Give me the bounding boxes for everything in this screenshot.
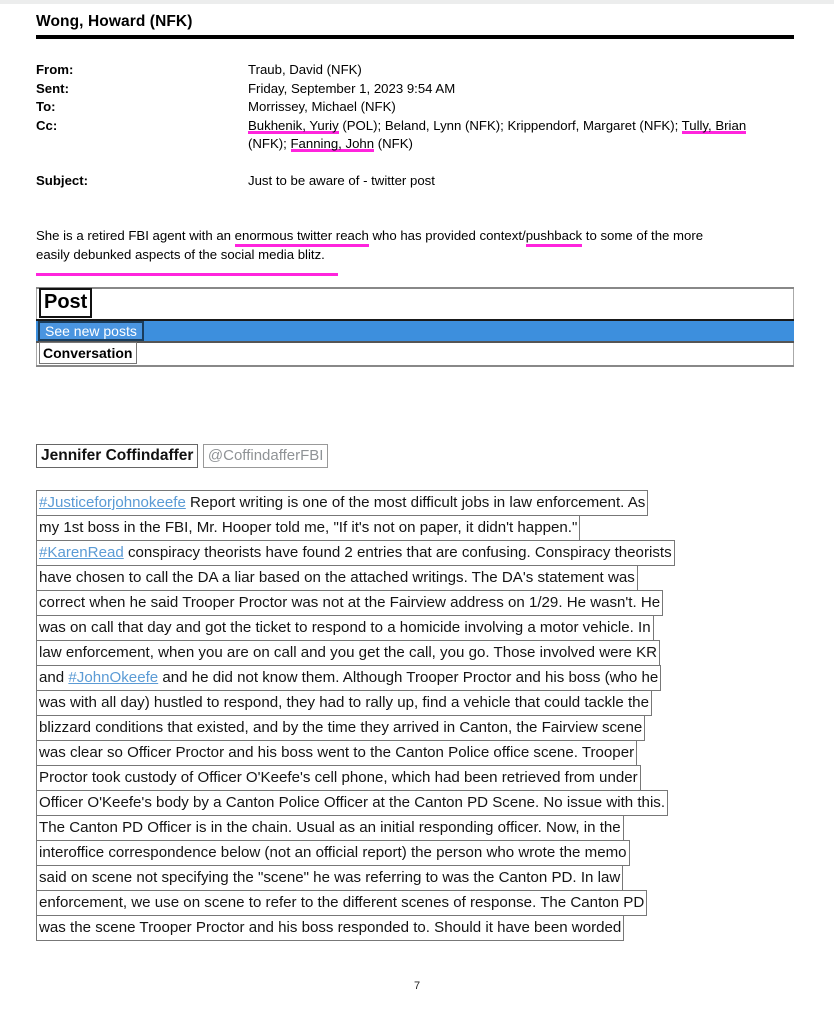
body-text-seg5: to some of the more xyxy=(582,228,704,243)
body-text-line2: easily debunked aspects of the social media blitz. xyxy=(36,247,325,262)
tweet-text: blizzard conditions that existed, and by the time they arrived in Canton, the Fairview scene xyxy=(39,719,643,736)
title-divider xyxy=(36,35,794,39)
page-title: Wong, Howard (NFK) xyxy=(36,13,193,30)
email-header-row-subject xyxy=(36,172,794,191)
body-highlight-trailing-bar xyxy=(36,273,338,276)
email-header-row-from xyxy=(36,61,794,80)
tweet-text: said on scene not specifying the "scene" he was referring to was the Canton PD. In law xyxy=(39,869,621,886)
cc-label: Cc: xyxy=(36,117,58,133)
tweet-line xyxy=(36,715,645,741)
tweet-author-block xyxy=(36,423,794,468)
from-label: From: xyxy=(36,62,74,77)
tweet-line xyxy=(36,540,675,566)
tweet-line xyxy=(36,865,623,891)
cc-text-middle: (POL); Beland, Lynn (NFK); Krippendorf, Margaret (NFK); xyxy=(338,117,682,133)
tweet-text: and xyxy=(39,669,69,686)
post-title: Post xyxy=(39,288,92,318)
body-highlight-pushback: pushback xyxy=(525,228,583,243)
cc-text-line2-prefix: (NFK); xyxy=(248,136,291,151)
tweet-line xyxy=(36,840,630,866)
sent-label: Sent: xyxy=(36,80,69,96)
email-body-paragraph xyxy=(36,226,776,276)
tweet-line xyxy=(36,790,668,816)
tweet-line xyxy=(36,490,648,516)
tweet-text: Officer O'Keefe's body by a Canton Police Officer at the Canton PD Scene. No issue with this. xyxy=(39,794,666,811)
tweet-text: was with all day) hustled to respond, they had to rally up, find a vehicle that could tackle the xyxy=(39,694,649,711)
tweet-text: Proctor took custody of Officer O'Keefe's cell phone, which had been retrieved from under xyxy=(39,769,638,786)
screenshot-bottom-divider xyxy=(36,365,794,367)
tweet-line xyxy=(36,515,580,541)
tweet-line xyxy=(36,565,638,591)
cc-highlight-tully: Tully, Brian xyxy=(681,117,747,133)
twitter-screenshot xyxy=(36,287,794,367)
tweet-line xyxy=(36,765,641,791)
tweet-body xyxy=(36,490,794,941)
email-header-row-sent xyxy=(36,80,794,99)
tweet-text: was the scene Trooper Proctor and his boss responded to. Should it have been worded xyxy=(39,919,622,936)
body-highlight-enormous-reach: enormous twitter reach xyxy=(234,228,369,243)
page-content xyxy=(36,0,794,941)
tweet-text: Report writing is one of the most difficult jobs in law enforcement. As xyxy=(185,494,646,511)
body-text-seg3: who has provided context/ xyxy=(368,228,526,243)
email-header-row-cc xyxy=(36,117,794,154)
tweet-line xyxy=(36,615,654,641)
cc-highlight-fanning: Fanning, John xyxy=(290,136,375,151)
to-label: To: xyxy=(36,99,56,114)
sent-value: Friday, September 1, 2023 9:54 AM xyxy=(248,80,456,96)
to-value: Morrissey, Michael (NFK) xyxy=(248,99,396,114)
tweet-line xyxy=(36,740,637,766)
tweet-text: law enforcement, when you are on call and you get the call, you go. Those involved were KR xyxy=(39,644,658,661)
tweet-line xyxy=(36,915,624,941)
email-header-row-to xyxy=(36,98,794,117)
tweet-text: interoffice correspondence below (not an official report) the person who wrote the memo xyxy=(39,844,627,861)
subject-label: Subject: xyxy=(36,172,89,188)
see-new-posts-button[interactable]: See new posts xyxy=(38,321,144,341)
tweet-text: The Canton PD Officer is in the chain. Usual as an initial responding officer. Now, in the xyxy=(39,819,621,836)
tweet-line xyxy=(36,815,624,841)
conversation-row xyxy=(36,343,794,365)
page-footer: 7 xyxy=(413,980,421,992)
email-header xyxy=(36,61,794,190)
cc-highlight-bukhenik: Bukhenik, Yuriy xyxy=(248,117,339,133)
cc-text-line2-suffix: (NFK) xyxy=(374,136,413,151)
tweet-line xyxy=(36,890,647,916)
hashtag-link[interactable]: #KarenRead xyxy=(39,544,124,561)
tweet-line xyxy=(36,665,661,691)
conversation-label: Conversation xyxy=(39,342,137,364)
tweet-text: correct when he said Trooper Proctor was not at the Fairview address on 1/29. He wasn't. He xyxy=(39,594,661,611)
author-handle[interactable]: @CoffindafferFBI xyxy=(203,444,329,468)
cc-value xyxy=(248,117,794,154)
tweet-line xyxy=(36,690,652,716)
tweet-text: and he did not know them. Although Trooper Proctor and his boss (who he xyxy=(158,669,659,686)
tweet-line xyxy=(36,640,660,666)
hashtag-link[interactable]: #Justiceforjohnokeefe xyxy=(39,494,186,511)
see-new-posts-banner[interactable] xyxy=(36,319,794,343)
tweet-text: have chosen to call the DA a liar based on the attached writings. The DA's statement was xyxy=(39,569,635,586)
tweet-text: enforcement, we use on scene to refer to the different scenes of response. The Canton PD xyxy=(39,894,645,911)
tweet-text: was on call that day and got the ticket to respond to a homicide involving a motor vehicle. In xyxy=(39,619,651,636)
tweet-text: was clear so Officer Proctor and his boss went to the Canton Police office scene. Trooper xyxy=(39,744,635,761)
from-value: Traub, David (NFK) xyxy=(248,62,362,77)
body-text-seg1: She is a retired FBI agent with an xyxy=(36,228,235,243)
tweet-text: conspiracy theorists have found 2 entries that are confusing. Conspiracy theorists xyxy=(123,544,672,561)
tweet-line xyxy=(36,590,663,616)
author-display-name[interactable]: Jennifer Coffindaffer xyxy=(36,444,198,468)
tweet-text: my 1st boss in the FBI, Mr. Hooper told me, "If it's not on paper, it didn't happen." xyxy=(39,519,578,536)
post-header-row xyxy=(36,289,794,319)
subject-value: Just to be aware of - twitter post xyxy=(248,172,435,188)
hashtag-link[interactable]: #JohnOkeefe xyxy=(68,669,159,686)
header-spacer xyxy=(36,154,794,172)
